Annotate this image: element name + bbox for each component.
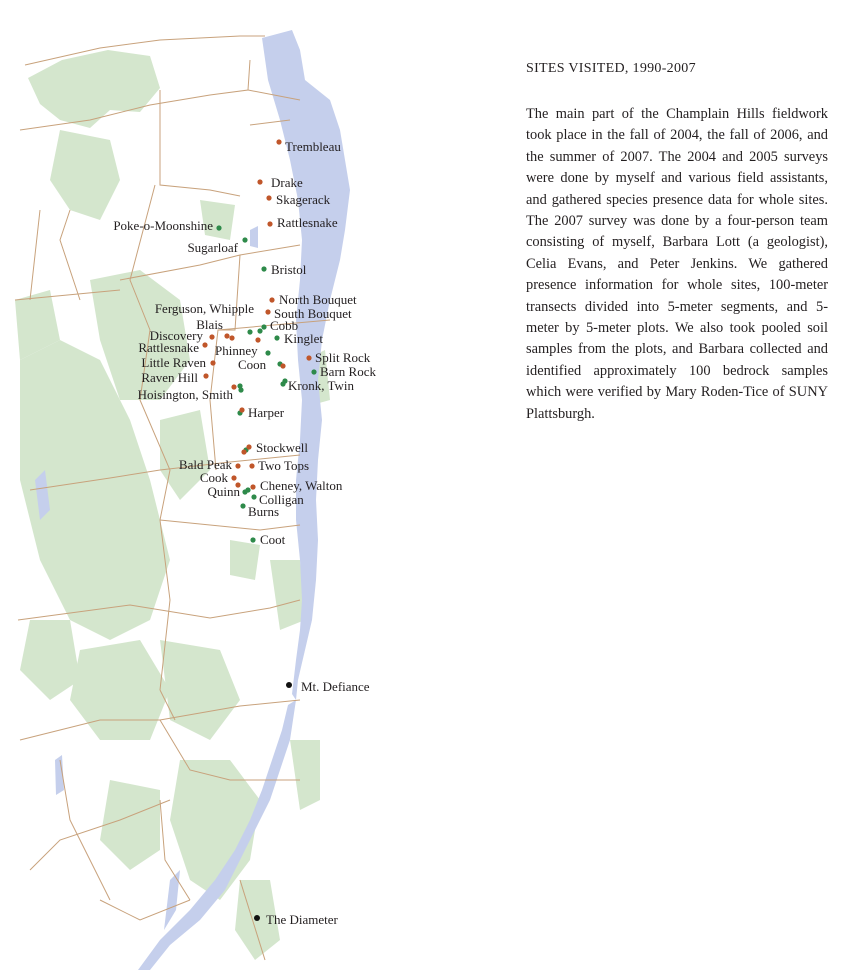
marker-bristol xyxy=(261,266,266,271)
label-cheney: Cheney, Walton xyxy=(260,478,343,493)
marker-kronk-2 xyxy=(280,381,285,386)
marker-stockwell-2 xyxy=(246,444,251,449)
marker-diameter xyxy=(254,915,260,921)
label-cook: Cook xyxy=(199,470,228,485)
marker-bald-peak xyxy=(235,463,240,468)
label-bristol: Bristol xyxy=(271,262,307,277)
marker-blais xyxy=(224,333,229,338)
marker-coot xyxy=(250,537,255,542)
marker-ferguson xyxy=(247,329,252,334)
marker-colligan xyxy=(251,494,256,499)
label-quinn: Quinn xyxy=(207,484,240,499)
marker-rattlesnake-n xyxy=(267,221,272,226)
label-coot: Coot xyxy=(260,532,286,547)
marker-barn-rock xyxy=(311,369,316,374)
label-bald-peak: Bald Peak xyxy=(178,457,232,472)
section-paragraph: The main part of the Champlain Hills fieldwork took place in the fall of 2004, the fall of 2006, and the summer of 2007. The 2004 and 2005 surveys were done by myself and various field assistants, and gathered species presence data for whole sites. The 2007 survey was done by a four-person team consisting of myself, Barbara Lott (a geologist), Celia Evans, and Peter Jenkins. We gathered presence information for whole sites, 100-meter transects divided into 5-meter segments, and 5-meter by 5-meter plots. We also took pooled soil samples from the plots, and Barbara collected and identified approximately 100 bedrock samples which were verified by Mary Roden-Tice of SUNY Plattsburgh. xyxy=(526,106,828,422)
marker-two-tops xyxy=(249,463,254,468)
marker-smith-2 xyxy=(238,387,243,392)
marker-phinney xyxy=(265,350,270,355)
label-stockwell: Stockwell xyxy=(256,440,308,455)
label-trembleau: Trembleau xyxy=(285,139,341,154)
marker-coon-2 xyxy=(280,363,285,368)
marker-split-rock xyxy=(306,355,311,360)
label-drake: Drake xyxy=(271,175,303,190)
label-barn-rock: Barn Rock xyxy=(320,364,376,379)
marker-skagerack xyxy=(266,195,271,200)
marker-trembleau xyxy=(276,139,281,144)
label-discovery: Discovery xyxy=(149,328,203,343)
marker-defiance xyxy=(286,682,292,688)
marker-cheney xyxy=(250,484,255,489)
label-colligan: Colligan xyxy=(259,492,304,507)
label-ferguson: Ferguson, Whipple xyxy=(154,301,254,316)
label-burns: Burns xyxy=(248,504,280,519)
marker-cook xyxy=(231,475,236,480)
label-cobb: Cobb xyxy=(270,318,299,333)
marker-quinn-2 xyxy=(245,487,250,492)
label-two-tops: Two Tops xyxy=(258,458,310,473)
marker-rattlesnake-s xyxy=(202,342,207,347)
label-rattlesnake-n: Rattlesnake xyxy=(277,215,338,230)
label-split-rock: Split Rock xyxy=(315,350,371,365)
marker-phinney-a xyxy=(255,337,260,342)
marker-kinglet xyxy=(274,335,279,340)
marker-cobb xyxy=(261,324,266,329)
label-north-bouquet: North Bouquet xyxy=(279,292,357,307)
label-skagerack: Skagerack xyxy=(276,192,331,207)
label-poke: Poke-o-Moonshine xyxy=(113,218,213,233)
label-south-bouquet: South Bouquet xyxy=(274,306,352,321)
label-rattlesnake-s: Rattlesnake xyxy=(138,340,199,355)
marker-burns xyxy=(240,503,245,508)
marker-north-bouquet xyxy=(269,297,274,302)
label-kronk: Kronk, Twin xyxy=(288,378,355,393)
marker-stockwell-3 xyxy=(241,449,246,454)
label-hoisington: Hoisington, Smith xyxy=(137,387,233,402)
label-blais: Blais xyxy=(196,317,223,332)
marker-cobb-2 xyxy=(257,328,262,333)
marker-discovery xyxy=(209,334,214,339)
label-sugarloaf: Sugarloaf xyxy=(187,240,238,255)
marker-harper-2 xyxy=(239,407,244,412)
label-harper: Harper xyxy=(248,405,285,420)
marker-south-bouquet xyxy=(265,309,270,314)
label-defiance: Mt. Defiance xyxy=(301,679,370,694)
marker-poke xyxy=(216,225,221,230)
marker-blais-2 xyxy=(229,335,234,340)
label-phinney: Phinney xyxy=(215,343,258,358)
marker-sugarloaf xyxy=(242,237,247,242)
marker-drake xyxy=(257,179,262,184)
label-diameter: The Diameter xyxy=(266,912,338,927)
label-raven-hill: Raven Hill xyxy=(141,370,198,385)
marker-little-raven xyxy=(210,360,215,365)
label-coon: Coon xyxy=(238,357,267,372)
label-kinglet: Kinglet xyxy=(284,331,323,346)
marker-raven-hill xyxy=(203,373,208,378)
label-little-raven: Little Raven xyxy=(141,355,206,370)
section-heading: SITES VISITED, 1990-2007 xyxy=(526,61,696,76)
